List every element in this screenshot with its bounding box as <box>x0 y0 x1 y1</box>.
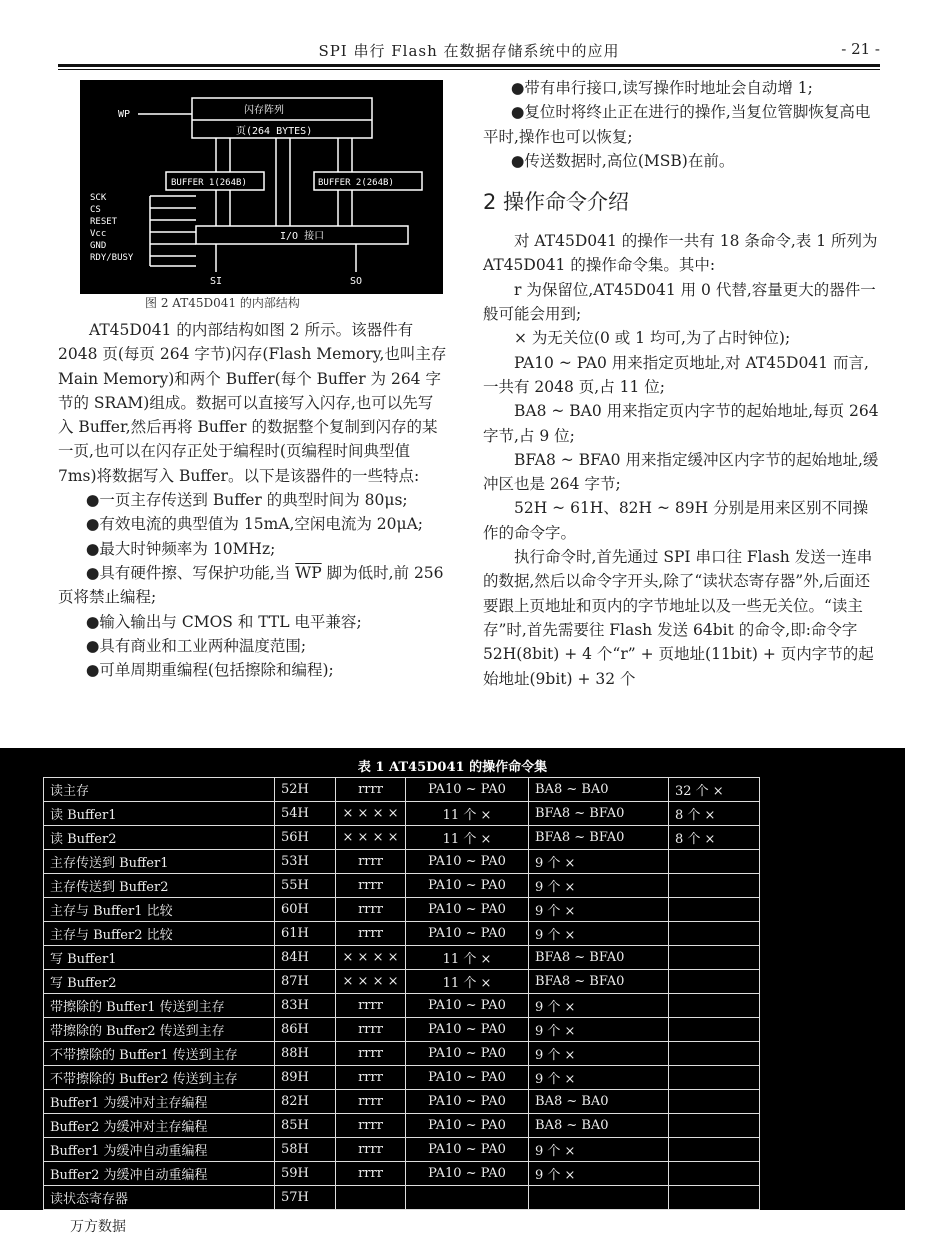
table-cell: rrrr <box>336 898 406 922</box>
table-cell: 9 个 × <box>529 898 669 922</box>
table-row <box>44 1114 760 1138</box>
table-cell: 58H <box>275 1138 336 1162</box>
table-cell <box>669 946 760 970</box>
table-row <box>44 1018 760 1042</box>
command-table-body <box>44 778 760 1210</box>
table-cell: PA10 ~ PA0 <box>406 874 529 898</box>
table-cell: 带擦除的 Buffer1 传送到主存 <box>44 994 275 1018</box>
table-cell: 9 个 × <box>529 1018 669 1042</box>
table-cell: × × × × <box>336 946 406 970</box>
table-row <box>44 1138 760 1162</box>
table-cell: × × × × <box>336 970 406 994</box>
section-heading: 2 操作命令介绍 <box>483 190 630 215</box>
table-cell: rrrr <box>336 1138 406 1162</box>
table-cell: BFA8 ~ BFA0 <box>529 946 669 970</box>
table-cell: 60H <box>275 898 336 922</box>
table-cell: PA10 ~ PA0 <box>406 1114 529 1138</box>
table-cell: Buffer2 为缓冲自动重编程 <box>44 1162 275 1186</box>
table-cell: 读 Buffer1 <box>44 802 275 826</box>
buffer2-label: BUFFER 2(264B) <box>318 178 394 188</box>
io-label: I/O 接口 <box>280 231 325 242</box>
table-cell: 53H <box>275 850 336 874</box>
table-cell: rrrr <box>336 1090 406 1114</box>
command-table <box>43 777 760 1210</box>
table-cell: 11 个 × <box>406 802 529 826</box>
table-cell: 主存传送到 Buffer2 <box>44 874 275 898</box>
table-cell: rrrr <box>336 1018 406 1042</box>
table-cell: PA10 ~ PA0 <box>406 1162 529 1186</box>
bullet-item: ●有效电流的典型值为 15mA,空闲电流为 20μA; <box>85 515 424 534</box>
table-cell: 读状态寄存器 <box>44 1186 275 1210</box>
table-cell <box>669 1066 760 1090</box>
table-cell: 不带擦除的 Buffer1 传送到主存 <box>44 1042 275 1066</box>
table-row <box>44 1090 760 1114</box>
bullet-item: ●具有商业和工业两种温度范围; <box>85 636 307 655</box>
pin-label: RDY/BUSY <box>90 253 134 263</box>
bullet-item: ●复位时将终止正在进行的操作,当复位管脚恢复高电平时,操作也可以恢复; <box>483 103 871 146</box>
table-cell: 11 个 × <box>406 946 529 970</box>
table-cell: 8 个 × <box>669 826 760 850</box>
buffer1-label: BUFFER 1(264B) <box>171 178 247 188</box>
table-row <box>44 802 760 826</box>
table-cell <box>669 1042 760 1066</box>
table-cell: PA10 ~ PA0 <box>406 922 529 946</box>
table-cell <box>669 874 760 898</box>
table-cell: PA10 ~ PA0 <box>406 994 529 1018</box>
table-row <box>44 994 760 1018</box>
table-cell: PA10 ~ PA0 <box>406 778 529 802</box>
table-cell: Buffer1 为缓冲自动重编程 <box>44 1138 275 1162</box>
page-number: - 21 - <box>841 40 880 58</box>
table-cell <box>669 1186 760 1210</box>
array-label: 闪存阵列 <box>244 105 284 116</box>
table-cell: 9 个 × <box>529 874 669 898</box>
table-1-block <box>0 748 905 1210</box>
table-cell: BA8 ~ BA0 <box>529 1090 669 1114</box>
block-diagram-svg <box>80 80 443 294</box>
table-cell: BA8 ~ BA0 <box>529 778 669 802</box>
paragraph: 执行命令时,首先通过 SPI 串口往 Flash 发送一连串的数据,然后以命令字开头,除了“读状态寄存器”外,后面还要跟上页地址和页内的字节地址以及一些无关位。“读主存”时,首先需要往 Flash 发送 64bit 的命令,即:命令字 52H(8bit) + 4 个“r” + 页地址(11bit) + 页内字节的起始地址(9bit) + 32 个 <box>483 548 874 688</box>
table-cell: 89H <box>275 1066 336 1090</box>
paragraph: AT45D041 的内部结构如图 2 所示。该器件有 2048 页(每页 264 字节)闪存(Flash Memory,也叫主存 Main Memory)和两个 Buffer(每个 Buffer 为 264 字节的 SRAM)组成。数据可以直接写入闪存,也可以先写入 Buffer,然后再将 Buffer 的数据整个复制到闪存的某一页,也可以在闪存正处于编程时(页编程时间典型值 7ms)将数据写入 Buffer。以下是该器件的一些特点: <box>58 321 447 485</box>
left-column <box>58 318 448 682</box>
table-cell: 主存与 Buffer1 比较 <box>44 898 275 922</box>
wp-overline: $\overline{WP}$ <box>295 563 322 582</box>
header-rule-thin <box>58 69 880 70</box>
table-cell: rrrr <box>336 850 406 874</box>
right-column <box>483 76 880 691</box>
table-cell: 带擦除的 Buffer2 传送到主存 <box>44 1018 275 1042</box>
table-cell: 32 个 × <box>669 778 760 802</box>
table-cell: 9 个 × <box>529 850 669 874</box>
paragraph: BFA8 ~ BFA0 用来指定缓冲区内字节的起始地址,缓冲区也是 264 字节; <box>483 450 879 494</box>
table-cell: 读 Buffer2 <box>44 826 275 850</box>
table-cell: × × × × <box>336 802 406 826</box>
table-cell: 54H <box>275 802 336 826</box>
table-cell: rrrr <box>336 1114 406 1138</box>
table-cell: 主存与 Buffer2 比较 <box>44 922 275 946</box>
table-cell: 85H <box>275 1114 336 1138</box>
table-cell: 9 个 × <box>529 1042 669 1066</box>
table-cell: 写 Buffer1 <box>44 946 275 970</box>
table-cell <box>669 994 760 1018</box>
table-row <box>44 970 760 994</box>
footer-watermark: 万方数据 <box>70 1219 126 1235</box>
table-cell: rrrr <box>336 874 406 898</box>
table-cell: 57H <box>275 1186 336 1210</box>
table-cell: Buffer2 为缓冲对主存编程 <box>44 1114 275 1138</box>
table-row <box>44 874 760 898</box>
running-title: SPI 串行 Flash 在数据存储系统中的应用 <box>318 42 620 60</box>
table-row <box>44 1186 760 1210</box>
table-cell: 9 个 × <box>529 1162 669 1186</box>
table-cell: BA8 ~ BA0 <box>529 1114 669 1138</box>
table-cell: 55H <box>275 874 336 898</box>
paragraph: BA8 ~ BA0 用来指定页内字节的起始地址,每页 264 字节,占 9 位; <box>483 402 879 445</box>
table-cell: PA10 ~ PA0 <box>406 1138 529 1162</box>
table-cell: PA10 ~ PA0 <box>406 898 529 922</box>
table-row <box>44 1066 760 1090</box>
table-cell <box>406 1186 529 1210</box>
table-cell: 87H <box>275 970 336 994</box>
table-cell: rrrr <box>336 922 406 946</box>
paragraph: 52H ~ 61H、82H ~ 89H 分别是用来区别不同操作的命令字。 <box>483 499 869 542</box>
table-cell: 52H <box>275 778 336 802</box>
figure-2-block-diagram <box>80 80 443 294</box>
table-cell <box>669 1114 760 1138</box>
table-cell: 8 个 × <box>669 802 760 826</box>
table-cell: PA10 ~ PA0 <box>406 1042 529 1066</box>
table-cell: × × × × <box>336 826 406 850</box>
bullet-item: ●可单周期重编程(包括擦除和编程); <box>85 661 334 680</box>
table-cell: rrrr <box>336 994 406 1018</box>
table-cell: 82H <box>275 1090 336 1114</box>
paragraph: × 为无关位(0 或 1 均可,为了占时钟位); <box>514 329 791 348</box>
table-cell: rrrr <box>336 1042 406 1066</box>
page-label: 页(264 BYTES) <box>236 126 313 137</box>
table-cell: Buffer1 为缓冲对主存编程 <box>44 1090 275 1114</box>
table-cell: 84H <box>275 946 336 970</box>
table-cell: 9 个 × <box>529 1066 669 1090</box>
bullet-text: 脚为低时,前 256 页将禁止编程; <box>58 563 444 607</box>
table-cell: 9 个 × <box>529 1138 669 1162</box>
table-cell: 56H <box>275 826 336 850</box>
table-cell <box>669 970 760 994</box>
table-cell <box>669 850 760 874</box>
table-cell <box>669 1138 760 1162</box>
header-rule-thick <box>58 64 880 67</box>
table-cell: 59H <box>275 1162 336 1186</box>
bullet-item: ●一页主存传送到 Buffer 的典型时间为 80μs; <box>85 491 408 510</box>
bullet-text: ●具有硬件擦、写保护功能,当 <box>85 563 291 582</box>
pin-label: RESET <box>90 217 118 227</box>
table-cell: 11 个 × <box>406 970 529 994</box>
table-row <box>44 826 760 850</box>
table-cell <box>669 898 760 922</box>
table-cell: 不带擦除的 Buffer2 传送到主存 <box>44 1066 275 1090</box>
si-label: SI <box>210 276 223 287</box>
table-cell <box>669 1162 760 1186</box>
bullet-item: ●传送数据时,高位(MSB)在前。 <box>510 151 735 170</box>
table-row <box>44 850 760 874</box>
table-cell: 主存传送到 Buffer1 <box>44 850 275 874</box>
table-cell: BFA8 ~ BFA0 <box>529 970 669 994</box>
wp-label: WP <box>118 109 131 120</box>
table-row <box>44 946 760 970</box>
table-cell <box>669 922 760 946</box>
table-cell: rrrr <box>336 778 406 802</box>
table-cell: 61H <box>275 922 336 946</box>
table-cell: 83H <box>275 994 336 1018</box>
table-row <box>44 1042 760 1066</box>
paragraph: 对 AT45D041 的操作一共有 18 条命令,表 1 所列为 AT45D041 的操作命令集。其中: <box>483 232 878 275</box>
table-row <box>44 922 760 946</box>
table-cell: rrrr <box>336 1066 406 1090</box>
pin-label: SCK <box>90 193 107 203</box>
pin-label: GND <box>90 241 107 251</box>
table-cell: BFA8 ~ BFA0 <box>529 826 669 850</box>
table-cell: 9 个 × <box>529 994 669 1018</box>
bullet-item: ●输入输出与 CMOS 和 TTL 电平兼容; <box>85 612 362 631</box>
table-cell: PA10 ~ PA0 <box>406 1066 529 1090</box>
table-cell: 86H <box>275 1018 336 1042</box>
table-cell: 88H <box>275 1042 336 1066</box>
table-cell <box>336 1186 406 1210</box>
bullet-item: ●带有串行接口,读写操作时地址会自动增 1; <box>510 79 813 97</box>
figure-caption: 图 2 AT45D041 的内部结构 <box>145 296 300 310</box>
table-cell: PA10 ~ PA0 <box>406 1018 529 1042</box>
pin-label: CS <box>90 205 101 215</box>
so-label: SO <box>350 276 363 287</box>
table-title: 表 1 AT45D041 的操作命令集 <box>357 760 548 775</box>
table-cell: BFA8 ~ BFA0 <box>529 802 669 826</box>
table-row <box>44 778 760 802</box>
table-row <box>44 1162 760 1186</box>
paragraph: PA10 ~ PA0 用来指定页地址,对 AT45D041 而言,一共有 2048 页,占 11 位; <box>483 353 869 396</box>
table-cell: 11 个 × <box>406 826 529 850</box>
bullet-item <box>58 561 448 610</box>
table-cell: PA10 ~ PA0 <box>406 1090 529 1114</box>
table-cell: 9 个 × <box>529 922 669 946</box>
table-cell: 读主存 <box>44 778 275 802</box>
bullet-item: ●最大时钟频率为 10MHz; <box>85 539 276 558</box>
table-cell: rrrr <box>336 1162 406 1186</box>
pin-label: Vcc <box>90 229 107 239</box>
table-cell: 写 Buffer2 <box>44 970 275 994</box>
table-cell <box>669 1018 760 1042</box>
paragraph: r 为保留位,AT45D041 用 0 代替,容量更大的器件一般可能会用到; <box>483 280 876 324</box>
table-row <box>44 898 760 922</box>
table-cell <box>529 1186 669 1210</box>
running-header <box>58 40 880 62</box>
table-cell: PA10 ~ PA0 <box>406 850 529 874</box>
table-cell <box>669 1090 760 1114</box>
